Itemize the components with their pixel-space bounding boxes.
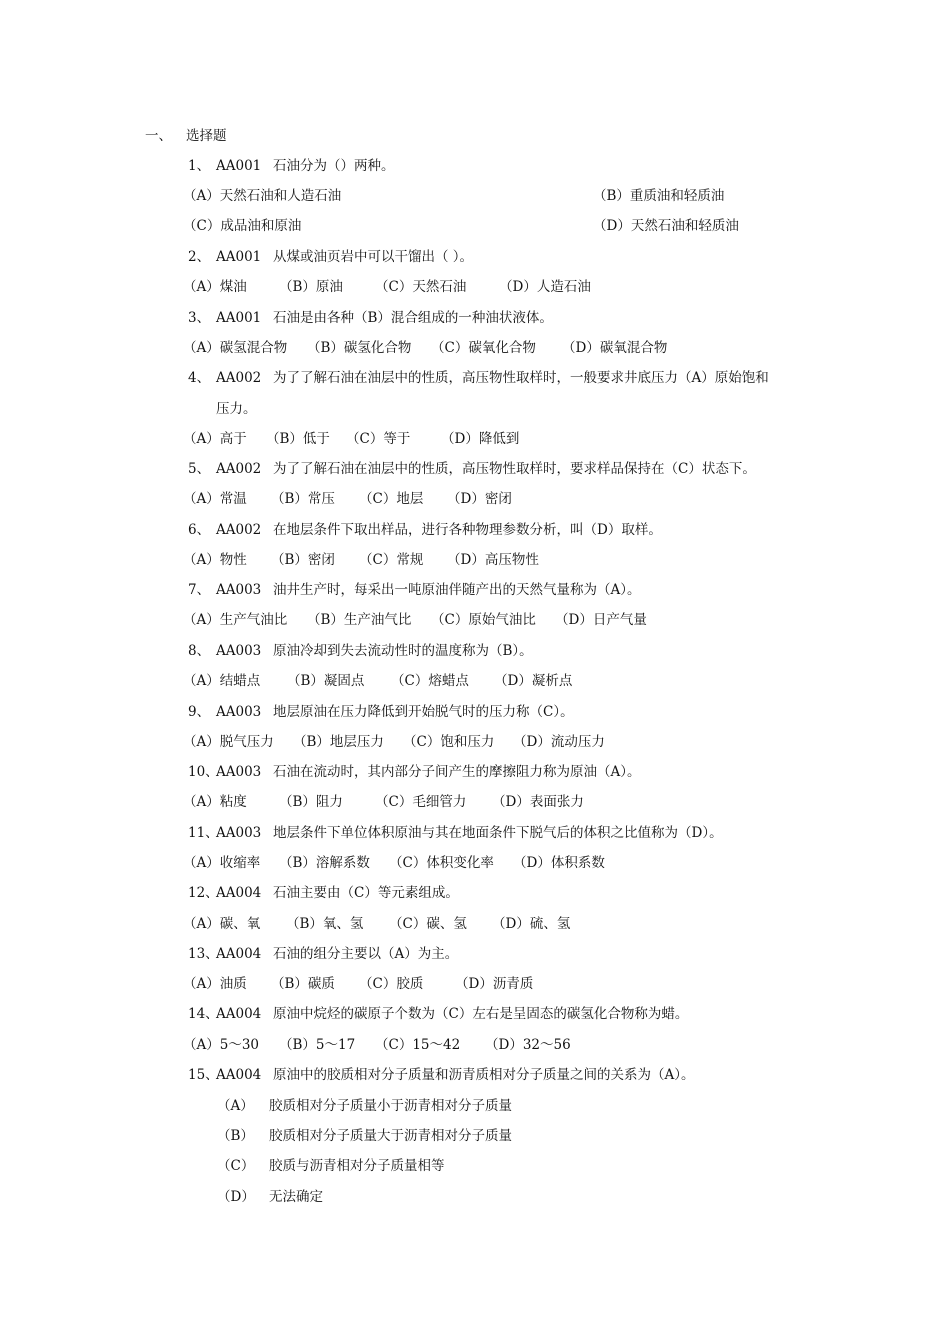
option-text: 胶质与沥青相对分子质量相等: [269, 1158, 445, 1174]
question-code: AA003: [216, 704, 262, 720]
question-number: 12、: [188, 885, 219, 901]
option-a: （A）碳、氧: [183, 916, 261, 932]
question-stem: 油井生产时，每采出一吨原油伴随产出的天然气量称为（A）。: [273, 582, 641, 598]
question-code: AA002: [216, 522, 262, 538]
question-number: 7、: [188, 582, 211, 598]
option-b: （B）凝固点: [287, 673, 365, 689]
option-c: （C）碳、氢: [389, 916, 467, 932]
option-a: （A）碳氢混合物: [183, 340, 288, 356]
question-stem: 在地层条件下取出样品，进行各种物理参数分析，叫（D）取样。: [273, 522, 662, 538]
question-15: [188, 1067, 695, 1083]
option-d: （D）日产气量: [555, 612, 647, 628]
option-a: （A）生产气油比: [183, 612, 288, 628]
options-row: [183, 218, 739, 234]
options-row: [183, 673, 572, 689]
option-a: （A）物性: [183, 552, 247, 568]
option-c: （C）常规: [359, 552, 424, 568]
options-row: [183, 976, 533, 992]
question-14: [188, 1006, 688, 1022]
option-d: （D）表面张力: [492, 794, 584, 810]
option-b: （B）地层压力: [293, 734, 384, 750]
option-a: （A）收缩率: [183, 855, 261, 871]
section-heading: [145, 128, 227, 144]
question-code: AA003: [216, 764, 262, 780]
question-code: AA004: [216, 946, 262, 962]
question-number: 9、: [188, 704, 211, 720]
option-b: （B）密闭: [271, 552, 335, 568]
option-c: （C）等于: [346, 431, 411, 447]
option-d: （D）高压物性: [447, 552, 539, 568]
option-d: （D）人造石油: [499, 279, 591, 295]
option-d: （D）天然石油和轻质油: [593, 218, 739, 234]
question-8: [188, 643, 533, 659]
question-number: 10、: [188, 764, 219, 780]
question-code: AA002: [216, 370, 262, 386]
question-code: AA004: [216, 1067, 262, 1083]
question-number: 13、: [188, 946, 219, 962]
options-row: [183, 1037, 571, 1053]
question-number: 6、: [188, 522, 211, 538]
option-a: （A）脱气压力: [183, 734, 274, 750]
option-label: （D）: [217, 1189, 255, 1205]
option-c: （C）熔蜡点: [391, 673, 469, 689]
options-row: [183, 491, 512, 507]
question-stem: 原油中的胶质相对分子质量和沥青质相对分子质量之间的关系为（A）。: [273, 1067, 695, 1083]
option-b: （B）碳质: [271, 976, 335, 992]
question-number: 4、: [188, 370, 211, 386]
question-13: [188, 946, 458, 962]
option-a: （A）5～30: [183, 1037, 260, 1053]
option-b: （B）生产油气比: [307, 612, 412, 628]
option-c: （C）成品油和原油: [183, 218, 302, 234]
option-b: （B）氧、氢: [286, 916, 364, 932]
option-b: （B）碳氢化合物: [307, 340, 412, 356]
option-a: （A）结蜡点: [183, 673, 261, 689]
option-c: （C）天然石油: [375, 279, 467, 295]
options-row: [183, 855, 605, 871]
question-3: [188, 310, 553, 326]
option-c: （C）碳氧化合物: [431, 340, 536, 356]
option-a: （A）天然石油和人造石油: [183, 188, 342, 204]
question-code: AA004: [216, 1006, 262, 1022]
section-title: 选择题: [186, 128, 227, 144]
option-b: [217, 1128, 512, 1144]
question-number: 2、: [188, 249, 211, 265]
option-a: [217, 1098, 512, 1114]
option-a: （A）煤油: [183, 279, 247, 295]
question-code: AA003: [216, 825, 262, 841]
option-d: （D）碳氧混合物: [562, 340, 668, 356]
option-b: （B）5～17: [279, 1037, 356, 1053]
question-code: AA003: [216, 582, 262, 598]
question-stem: 原油冷却到失去流动性时的温度称为（B）。: [273, 643, 533, 659]
question-number: 3、: [188, 310, 211, 326]
options-row: [183, 431, 519, 447]
question-number: 11、: [188, 825, 219, 841]
option-d: （D）流动压力: [513, 734, 605, 750]
option-c: （C）胶质: [359, 976, 424, 992]
question-2: [188, 249, 473, 265]
question-code: AA001: [216, 158, 262, 174]
question-stem: 石油是由各种（B）混合组成的一种油状液体。: [273, 310, 553, 326]
question-4: [188, 370, 769, 386]
question-stem: 石油分为（）两种。: [273, 158, 395, 174]
option-text: 胶质相对分子质量大于沥青相对分子质量: [269, 1128, 512, 1144]
option-c: （C）毛细管力: [375, 794, 467, 810]
question-stem: 为了了解石油在油层中的性质，高压物性取样时，一般要求井底压力（A）原始饱和: [273, 370, 769, 386]
question-code: AA003: [216, 643, 262, 659]
option-c: （C）地层: [359, 491, 424, 507]
option-d: （D）密闭: [447, 491, 512, 507]
question-stem: 为了了解石油在油层中的性质，高压物性取样时，要求样品保持在（C）状态下。: [273, 461, 756, 477]
option-c: （C）饱和压力: [403, 734, 495, 750]
option-b: （B）原油: [279, 279, 343, 295]
question-code: AA002: [216, 461, 262, 477]
option-text: 胶质相对分子质量小于沥青相对分子质量: [269, 1098, 512, 1114]
options-row: [183, 794, 584, 810]
question-stem: 从煤或油页岩中可以干馏出（ ）。: [273, 249, 474, 265]
option-b: （B）重质油和轻质油: [593, 188, 725, 204]
options-row: [183, 612, 647, 628]
question-code: AA001: [216, 310, 262, 326]
question-code: AA004: [216, 885, 262, 901]
question-7: [188, 582, 641, 598]
question-stem: 地层条件下单位体积原油与其在地面条件下脱气后的体积之比值称为（D）。: [273, 825, 723, 841]
question-stem: 石油主要由（C）等元素组成。: [273, 885, 459, 901]
options-row: [183, 552, 539, 568]
question-number: 1、: [188, 158, 211, 174]
option-a: （A）高于: [183, 431, 247, 447]
option-d: （D）沥青质: [455, 976, 534, 992]
option-c: （C）体积变化率: [389, 855, 494, 871]
option-d: （D）降低到: [441, 431, 520, 447]
question-number: 14、: [188, 1006, 219, 1022]
option-label: （C）: [217, 1158, 255, 1174]
question-stem: 原油中烷烃的碳原子个数为（C）左右是呈固态的碳氢化合物称为蜡。: [273, 1006, 689, 1022]
question-number: 8、: [188, 643, 211, 659]
option-label: （B）: [217, 1128, 254, 1144]
question-12: [188, 885, 459, 901]
option-d: （D）体积系数: [513, 855, 605, 871]
question-stem: 石油在流动时，其内部分子间产生的摩擦阻力称为原油（A）。: [273, 764, 641, 780]
option-c: [217, 1158, 445, 1174]
options-row: [183, 188, 725, 204]
option-c: （C）15～42: [375, 1037, 461, 1053]
option-b: （B）阻力: [279, 794, 343, 810]
question-5: [188, 461, 756, 477]
question-code: AA001: [216, 249, 262, 265]
question-9: [188, 704, 574, 720]
option-b: （B）低于: [266, 431, 330, 447]
option-d: [217, 1189, 323, 1205]
options-row: [183, 734, 605, 750]
question-6: [188, 522, 662, 538]
option-d: （D）32～56: [485, 1037, 571, 1053]
section-number: 一、: [145, 128, 172, 144]
question-number: 15、: [188, 1067, 219, 1083]
option-c: （C）原始气油比: [431, 612, 536, 628]
option-a: （A）粘度: [183, 794, 247, 810]
option-label: （A）: [217, 1098, 254, 1114]
question-1: [188, 158, 395, 174]
question-11: [188, 825, 723, 841]
options-row: [183, 916, 570, 932]
option-b: （B）溶解系数: [279, 855, 370, 871]
option-d: （D）硫、氢: [492, 916, 571, 932]
question-stem-continued: 压力。: [216, 401, 257, 417]
question-stem: 石油的组分主要以（A）为主。: [273, 946, 459, 962]
option-text: 无法确定: [269, 1189, 323, 1205]
question-number: 5、: [188, 461, 211, 477]
question-10: [188, 764, 641, 780]
options-row: [183, 279, 591, 295]
question-stem: 地层原油在压力降低到开始脱气时的压力称（C）。: [273, 704, 574, 720]
options-row: [183, 340, 667, 356]
option-d: （D）凝析点: [494, 673, 573, 689]
option-a: （A）油质: [183, 976, 247, 992]
option-a: （A）常温: [183, 491, 247, 507]
option-b: （B）常压: [271, 491, 335, 507]
